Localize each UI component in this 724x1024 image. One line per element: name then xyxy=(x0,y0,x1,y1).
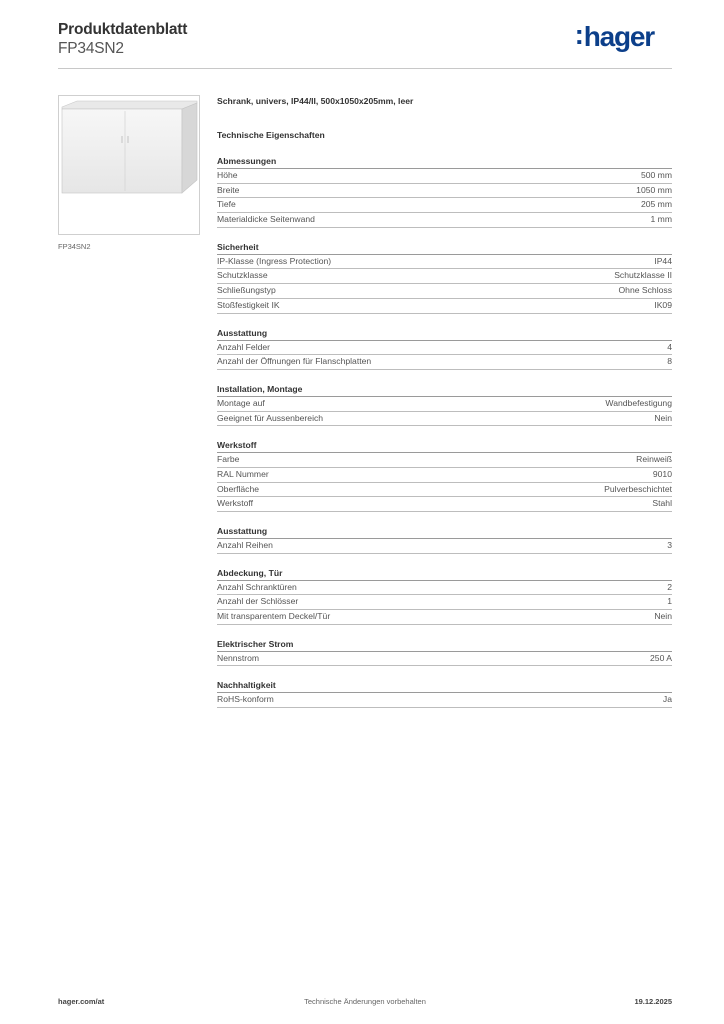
product-details xyxy=(217,95,672,721)
group-title: Installation, Montage xyxy=(217,383,672,397)
property-group xyxy=(217,638,672,667)
product-image xyxy=(58,95,200,235)
property-value: 1 xyxy=(667,596,672,607)
group-title: Nachhaltigkeit xyxy=(217,679,672,693)
property-row xyxy=(217,198,672,213)
property-value: Schutzklasse II xyxy=(614,270,672,281)
property-label: Anzahl der Öffnungen für Flanschplatten xyxy=(217,356,372,367)
property-value: IK09 xyxy=(654,299,672,310)
property-value: Ohne Schloss xyxy=(618,285,672,296)
property-value: 500 mm xyxy=(640,170,672,180)
property-label: Anzahl Schranktüren xyxy=(217,581,297,592)
property-value: 205 mm xyxy=(640,199,672,210)
property-value: Ja xyxy=(662,694,672,705)
property-label: Werkstoff xyxy=(217,498,253,509)
property-value: 9010 xyxy=(652,468,672,479)
property-label: Schließungstyp xyxy=(217,285,276,296)
page-header xyxy=(58,20,672,58)
property-row xyxy=(217,652,672,667)
property-label: Oberfläche xyxy=(217,483,260,494)
property-group xyxy=(217,241,672,314)
property-value: 1 mm xyxy=(650,214,672,225)
document-title: Produktdatenblatt xyxy=(58,21,188,38)
logo-text: hager xyxy=(583,21,654,52)
property-group xyxy=(217,525,672,554)
property-label: Anzahl Reihen xyxy=(217,540,273,550)
property-row xyxy=(217,269,672,284)
group-title: Werkstoff xyxy=(217,439,672,453)
property-label: Stoßfestigkeit IK xyxy=(217,299,280,310)
footer-note: Technische Änderungen vorbehalten xyxy=(304,997,426,1006)
group-title: Elektrischer Strom xyxy=(217,638,672,652)
property-group xyxy=(217,679,672,708)
property-value: 3 xyxy=(667,540,672,550)
property-row xyxy=(217,581,672,596)
property-value: Nein xyxy=(654,412,672,423)
brand-logo: :hager xyxy=(574,19,654,52)
property-row xyxy=(217,341,672,356)
properties-heading: Technische Eigenschaften xyxy=(217,130,325,140)
property-value: 4 xyxy=(667,341,672,352)
property-row xyxy=(217,595,672,610)
property-value: Reinweiß xyxy=(636,454,672,465)
property-label: Montage auf xyxy=(217,397,265,408)
header-divider xyxy=(58,68,672,69)
property-groups xyxy=(217,155,672,708)
property-group xyxy=(217,439,672,512)
property-label: Farbe xyxy=(217,454,240,465)
property-value: IP44 xyxy=(654,255,672,266)
property-row xyxy=(217,355,672,370)
property-label: IP-Klasse (Ingress Protection) xyxy=(217,255,332,266)
property-row xyxy=(217,213,672,228)
property-value: Pulverbeschichtet xyxy=(604,483,672,494)
property-row xyxy=(217,255,672,270)
property-label: Materialdicke Seitenwand xyxy=(217,214,315,225)
property-value: 8 xyxy=(667,356,672,367)
property-value: 1050 mm xyxy=(636,184,672,195)
property-label: Mit transparentem Deckel/Tür xyxy=(217,611,331,622)
property-group xyxy=(217,383,672,426)
property-label: Höhe xyxy=(217,170,238,180)
property-group xyxy=(217,567,672,625)
property-value: Stahl xyxy=(652,498,672,509)
property-value: 2 xyxy=(667,581,672,592)
property-row xyxy=(217,483,672,498)
property-label: RAL Nummer xyxy=(217,468,269,479)
footer-date: 19.12.2025 xyxy=(634,997,672,1006)
property-row xyxy=(217,468,672,483)
group-title: Sicherheit xyxy=(217,241,672,255)
property-row xyxy=(217,453,672,468)
property-row xyxy=(217,610,672,625)
property-row xyxy=(217,299,672,314)
property-label: Nennstrom xyxy=(217,652,260,663)
property-value: Wandbefestigung xyxy=(605,397,672,408)
group-title: Abmessungen xyxy=(217,155,672,169)
property-label: Schutzklasse xyxy=(217,270,268,281)
group-title: Ausstattung xyxy=(217,525,672,539)
property-row xyxy=(217,497,672,512)
property-row xyxy=(217,539,672,554)
property-row xyxy=(217,412,672,427)
property-value: Nein xyxy=(654,611,672,622)
property-row xyxy=(217,284,672,299)
group-title: Ausstattung xyxy=(217,327,672,341)
property-label: Tiefe xyxy=(217,199,236,210)
product-description: Schrank, univers, IP44/II, 500x1050x205mm, leer xyxy=(217,96,414,106)
property-label: Anzahl Felder xyxy=(217,341,271,352)
footer-website: hager.com/at xyxy=(58,997,105,1006)
property-label: Geeignet für Aussenbereich xyxy=(217,412,324,423)
image-caption: FP34SN2 xyxy=(58,242,91,251)
product-code: FP34SN2 xyxy=(58,40,124,57)
group-title: Abdeckung, Tür xyxy=(217,567,672,581)
property-group xyxy=(217,155,672,228)
property-label: Anzahl der Schlösser xyxy=(217,596,299,607)
property-label: Breite xyxy=(217,184,240,195)
property-value: 250 A xyxy=(650,652,672,663)
cabinet-illustration xyxy=(59,96,199,234)
property-group xyxy=(217,327,672,370)
property-row xyxy=(217,693,672,708)
property-row xyxy=(217,169,672,184)
property-row xyxy=(217,397,672,412)
property-row xyxy=(217,184,672,199)
property-label: RoHS-konform xyxy=(217,694,274,705)
